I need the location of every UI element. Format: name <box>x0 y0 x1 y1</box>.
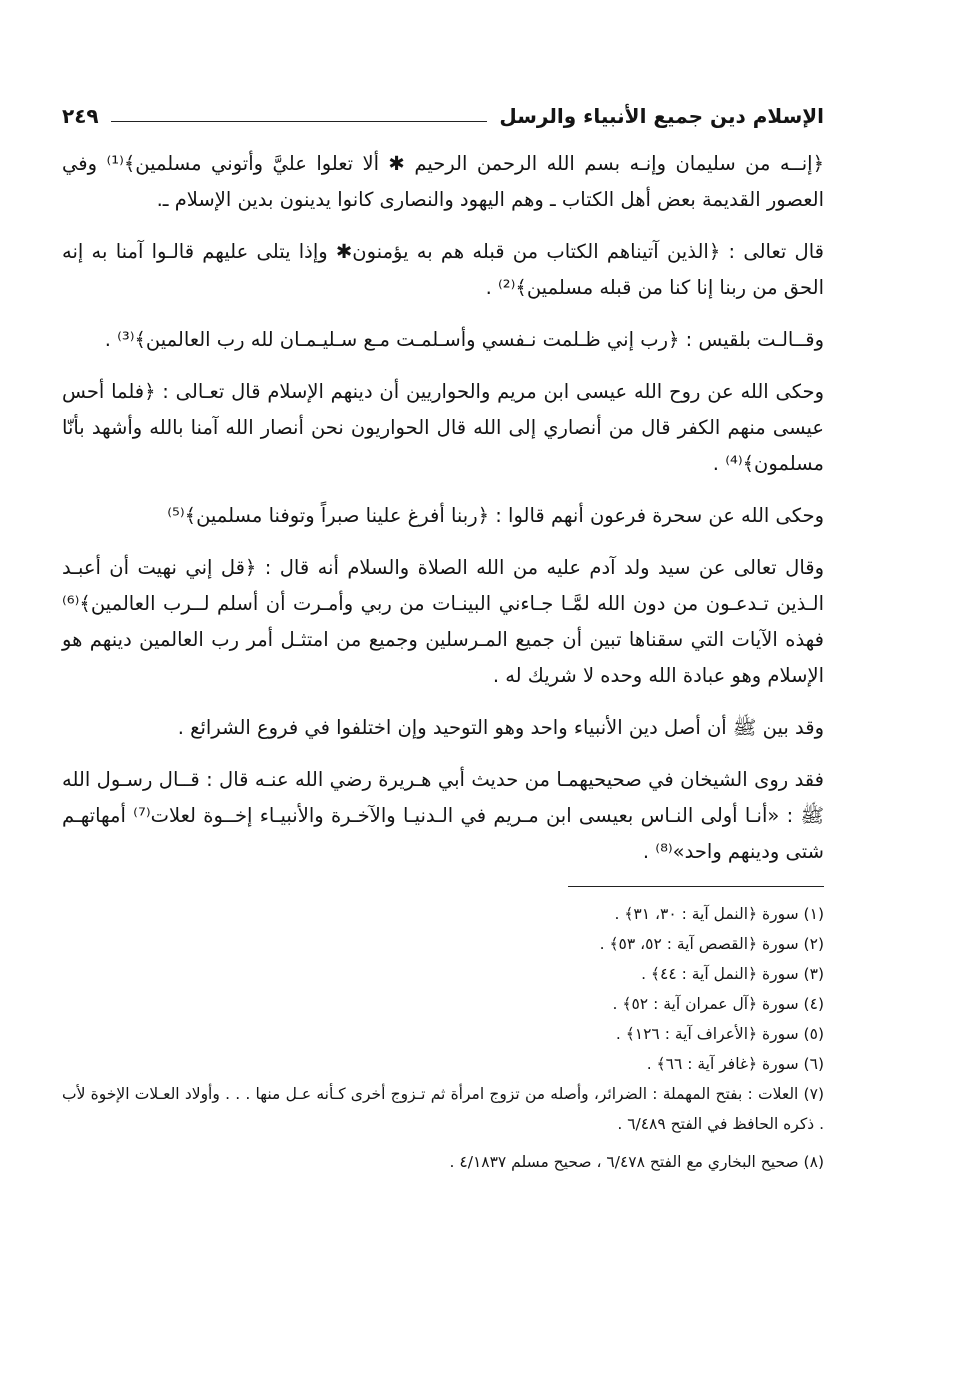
footnote: (١) سورة ﴿النمل آية : ٣٠، ٣١﴾ . <box>614 905 824 923</box>
footnote: (٨) صحيح البخاري مع الفتح ٦/٤٧٨ ، صحيح مسلم ٤/١٨٣٧ . <box>449 1153 824 1171</box>
running-title: الإسلام دين جميع الأنبياء والرسل <box>499 104 824 128</box>
header-rule <box>111 121 488 122</box>
paragraph: وقد بين ﷺ أن أصل دين الأنبياء واحد وهو التوحيد وإن اختلفوا في فروع الشرائع . <box>177 716 824 739</box>
footnote: (٢) سورة ﴿القصص آية : ٥٢، ٥٣﴾ . <box>599 935 824 953</box>
paragraph: وقال تعالى عن سيد ولد آدم عليه من الله الصلاة والسلام أنه قال : ﴿قل إني نهيت أن أعبـد الـذين تـدعـون من دون الله لمَّـا جـاءني البينـات من ربي وأمـرت أن أسلم لــرب العالمين﴾⁽⁶⁾ فهذه الآيات التي سقناها تبين أن جميع المـرسلين وجميع من امتثـل أمر رب العالمين دينهم هو الإسلام وهو عبادة الله وحده لا شريك له . <box>62 556 824 687</box>
footnote: (٧) العلات : بفتح المهملة : الضرائر، وأصله من تزوج امرأة ثم تـزوج أخرى كـأنه عـل منها . . . وأولاد العـلات الإخوة لأب . ذكره الحافظ في الفتح ٦/٤٨٩ . <box>62 1085 824 1133</box>
footnote: (٣) سورة ﴿النمل آية : ٤٤﴾ . <box>641 965 824 983</box>
paragraph: قال تعالى : ﴿الذين آتيناهم الكتاب من قبله هم به يؤمنون✱ وإذا يتلى عليهم قالـوا آمنا به إنه الحق من ربنا إنا كنا من قبله مسلمين﴾⁽²⁾ . <box>62 240 824 299</box>
footnote-separator <box>568 886 824 887</box>
paragraph: فقد روى الشيخان في صحيحيهمـا من حديث أبي هـريرة رضي الله عنـه قال : قــال رسـول الله ﷺ : «أنـا أولى النـاس بعيسى ابن مـريم في الـدنيـا والآخـرة والأنبيـاء إخــوة لعلات⁽⁷⁾ أمهاتهـم شتى ودينهم واحد»⁽⁸⁾ . <box>62 768 825 863</box>
paragraph: وحكى الله عن سحرة فرعون أنهم قالوا : ﴿ربنا أفرغ علينا صبراً وتوفنا مسلمين﴾⁽⁵⁾ <box>167 504 824 527</box>
paragraph: ﴿إنــه من سليمان وإنـه بسم الله الرحمن الرحيم ✱ ألا تعلوا عليَّ وأتوني مسلمين﴾⁽¹⁾ وفي العصور القديمة بعض أهل الكتاب ـ وهم اليهود والنصارى كانوا يدينون بدين الإسلام ـ. <box>62 152 825 211</box>
book-page <box>62 96 824 1326</box>
paragraph: وقــالـت بلقيس : ﴿رب إني ظـلمت نـفسي وأسـلمـت مـع سـليـمـان لله رب العالمين﴾⁽³⁾ . <box>104 328 824 351</box>
footnotes <box>62 899 824 1177</box>
footnote: (٦) سورة ﴿غافر آية : ٦٦﴾ . <box>646 1055 824 1073</box>
page-header <box>62 96 824 136</box>
paragraph: وحكى الله عن روح الله عيسى ابن مريم والحواريين أن دينهم الإسلام قال تعـالى : ﴿فلما أحس عيسى منهم الكفر قال من أنصاري إلى الله قال الحواريون نحن أنصار الله آمنا بالله وأشهد بأنّا مسلمون﴾⁽⁴⁾ . <box>62 380 824 475</box>
footnote: (٤) سورة ﴿آل عمران آية : ٥٢﴾ . <box>612 995 824 1013</box>
main-text <box>62 146 824 870</box>
footnote: (٥) سورة ﴿الأعراف آية : ١٢٦﴾ . <box>615 1025 824 1043</box>
page-number: ٢٤٩ <box>62 104 99 128</box>
